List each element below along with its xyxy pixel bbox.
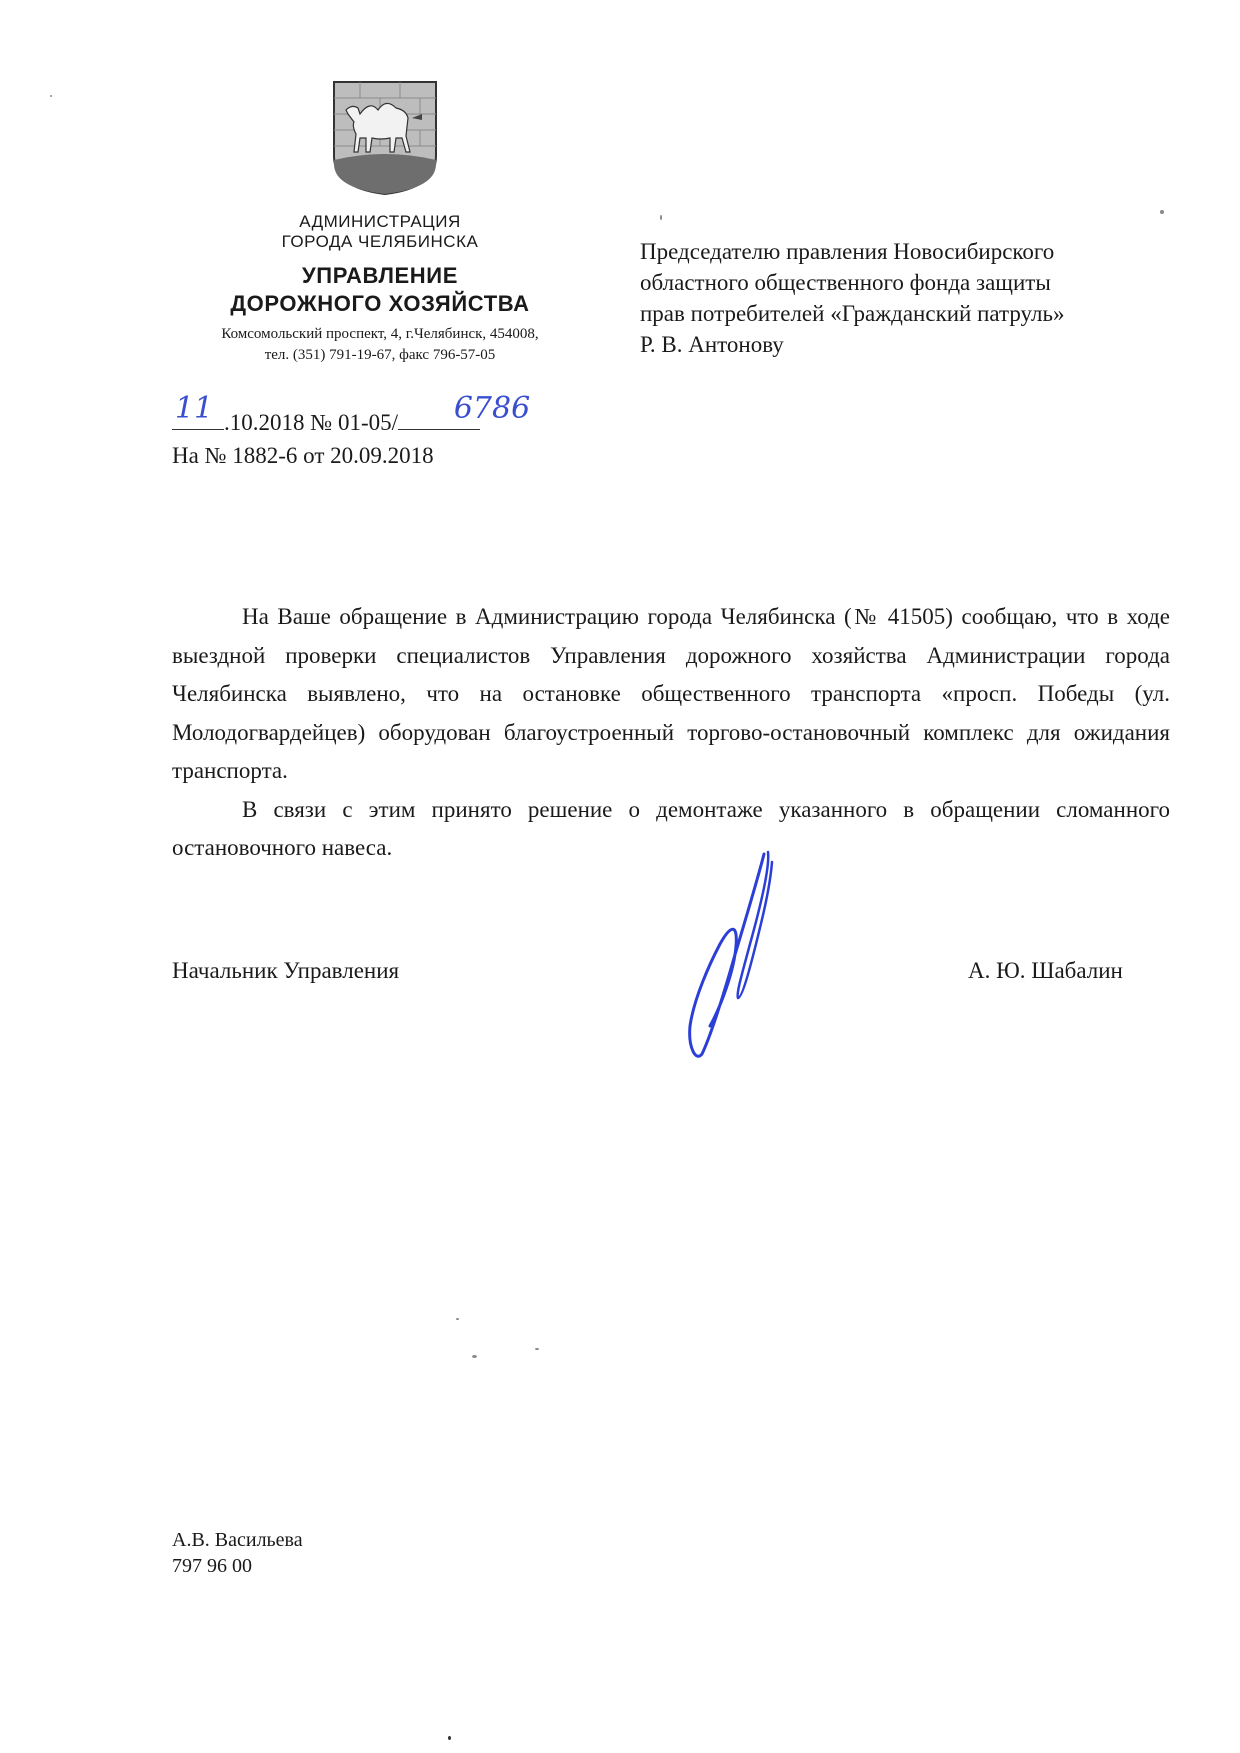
recipient-line4: Р. В. Антонову bbox=[640, 332, 784, 357]
letterhead-dept-line1: УПРАВЛЕНИЕ bbox=[302, 263, 458, 288]
scan-speck bbox=[535, 1348, 539, 1350]
scan-speck bbox=[1160, 210, 1164, 214]
city-coat-of-arms-icon bbox=[330, 78, 440, 196]
body-paragraph-1: На Ваше обращение в Администрацию города Челябинска (№ 41505) сообщаю, что в ходе выездной проверки специалистов Управления дорожного хозяйства Администрации города Челябинска выявлено, что на остановке общественного транспорта «просп. Победы (ул. Молодогвардейцев) оборудован благоустроенный торгово-остановочный комплекс для ожидания транспорта. bbox=[172, 604, 1170, 783]
handwritten-day: 11 bbox=[174, 391, 214, 426]
executor-block bbox=[172, 1527, 303, 1579]
signatory-name: А. Ю. Шабалин bbox=[968, 958, 1123, 983]
handwritten-number: 6786 bbox=[453, 391, 531, 426]
handwritten-signature bbox=[680, 848, 810, 1063]
body-paragraph-2: В связи с этим принято решение о демонтаже указанного в обращении сломанного остановочного навеса. bbox=[172, 796, 1170, 860]
recipient-line1: Председателю правления Новосибирского bbox=[640, 239, 1055, 264]
scan-speck bbox=[456, 1318, 459, 1320]
letterhead bbox=[150, 212, 610, 366]
registration-date: .10.2018 № 01-05/ bbox=[224, 410, 398, 435]
recipient-line3: прав потребителей «Гражданский патруль» bbox=[640, 301, 1065, 326]
letterhead-address-line1: Комсомольский проспект, 4, г.Челябинск, 454008, bbox=[221, 326, 539, 342]
letterhead-address-line2: тел. (351) 791-19-67, факс 796-57-05 bbox=[264, 347, 496, 363]
executor-name: А.В. Васильева bbox=[172, 1529, 303, 1551]
scan-speck bbox=[448, 1736, 451, 1740]
letter-body bbox=[172, 598, 1170, 868]
scan-speck bbox=[660, 215, 662, 220]
scan-speck bbox=[50, 95, 52, 97]
recipient-line2: областного общественного фонда защиты bbox=[640, 270, 1051, 295]
signatory-position: Начальник Управления bbox=[172, 958, 400, 983]
scan-speck bbox=[472, 1355, 477, 1358]
reply-to-line: На № 1882-6 от 20.09.2018 bbox=[172, 443, 434, 468]
letterhead-admin-line2: ГОРОДА ЧЕЛЯБИНСКА bbox=[281, 232, 479, 251]
letterhead-dept-line2: ДОРОЖНОГО ХОЗЯЙСТВА bbox=[230, 291, 530, 316]
registration-line bbox=[172, 391, 531, 438]
letterhead-admin-line1: АДМИНИСТРАЦИЯ bbox=[299, 212, 461, 231]
recipient-block bbox=[640, 236, 1180, 360]
executor-phone: 797 96 00 bbox=[172, 1555, 252, 1577]
